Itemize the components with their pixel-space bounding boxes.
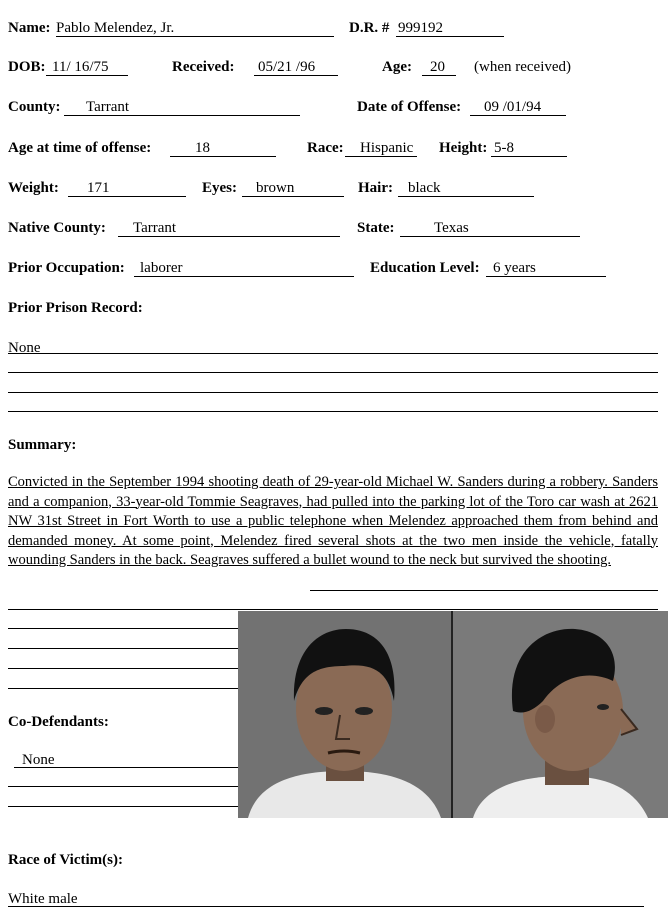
- prior-record-line-1: [8, 353, 658, 354]
- occupation-label: Prior Occupation:: [8, 260, 125, 276]
- victim-race-line: [8, 906, 644, 907]
- mugshot-front-photo: [238, 611, 451, 818]
- state-value: Texas: [434, 220, 469, 236]
- co-defendants-line-3: [8, 806, 238, 807]
- age-label: Age:: [382, 59, 412, 75]
- prior-record-value: None: [8, 340, 41, 356]
- age-offense-value: 18: [195, 140, 210, 156]
- weight-line: [68, 196, 186, 197]
- prior-record-line-3: [8, 392, 658, 393]
- name-value: Pablo Melendez, Jr.: [56, 20, 175, 36]
- mugshot-profile-drawing: [453, 611, 668, 818]
- offense-date-line: [470, 115, 566, 116]
- native-county-value: Tarrant: [133, 220, 177, 236]
- dob-value: 11/ 16/75: [52, 59, 109, 75]
- co-defendants-value: None: [22, 752, 55, 768]
- summary-label: Summary:: [8, 437, 77, 453]
- offense-date-label: Date of Offense:: [357, 99, 462, 115]
- blank-line-2: [8, 648, 238, 649]
- race-value: Hispanic: [360, 140, 414, 156]
- age-offense-label: Age at time of offense:: [8, 140, 152, 156]
- hair-line: [398, 196, 534, 197]
- dob-label: DOB:: [8, 59, 46, 75]
- state-line: [400, 236, 580, 237]
- dr-line: [396, 36, 504, 37]
- native-county-label: Native County:: [8, 220, 106, 236]
- blank-line-3: [8, 668, 238, 669]
- photo-divider: [451, 611, 453, 818]
- summary-text: Convicted in the September 1994 shooting death of 29-year-old Michael W. Sanders during a robbery. Sanders and a companion, 33-year-old Tommie Seagraves, had pulled into the parking lot of the Toro car wash at 2621 NW 31st Street in Fort Worth to use a public telephone when Melendez approached them from behind and demanded money. At some point, Melendez fired several shots at the two men inside the vehicle, fatally wounding Sanders in the back. Seagraves suffered a bullet wound to the neck but survived the shooting.: [8, 474, 658, 568]
- race-line: [345, 156, 417, 157]
- height-value: 5-8: [494, 140, 514, 156]
- county-value: Tarrant: [86, 99, 130, 115]
- weight-label: Weight:: [8, 180, 59, 196]
- eyes-value: brown: [256, 180, 295, 196]
- dr-label: D.R. #: [349, 20, 390, 36]
- mugshot-front-drawing: [238, 611, 451, 818]
- height-line: [491, 156, 567, 157]
- summary-line-1: [8, 609, 658, 610]
- co-defendants-line-1: [14, 767, 238, 768]
- age-offense-line: [170, 156, 276, 157]
- county-label: County:: [8, 99, 61, 115]
- education-label: Education Level:: [370, 260, 480, 276]
- weight-value: 171: [87, 180, 110, 196]
- county-line: [64, 115, 300, 116]
- prior-record-line-2: [8, 372, 658, 373]
- received-value: 05/21 /96: [258, 59, 316, 75]
- dr-value: 999192: [398, 20, 443, 36]
- co-defendants-label: Co-Defendants:: [8, 714, 109, 730]
- height-label: Height:: [439, 140, 488, 156]
- prior-record-label: Prior Prison Record:: [8, 300, 143, 316]
- hair-label: Hair:: [358, 180, 393, 196]
- victim-race-value: White male: [8, 891, 78, 907]
- mugshot-profile-photo: [453, 611, 668, 818]
- prior-record-line-4: [8, 411, 658, 412]
- victim-race-label: Race of Victim(s):: [8, 852, 123, 868]
- blank-line-4: [8, 688, 238, 689]
- occupation-line: [134, 276, 354, 277]
- age-line: [422, 75, 456, 76]
- offense-date-value: 09 /01/94: [484, 99, 542, 115]
- age-note: (when received): [474, 59, 572, 75]
- race-label: Race:: [307, 140, 344, 156]
- received-line: [254, 75, 338, 76]
- received-label: Received:: [172, 59, 235, 75]
- eyes-label: Eyes:: [202, 180, 237, 196]
- name-label: Name:: [8, 20, 51, 36]
- blank-line-1: [8, 628, 238, 629]
- dob-line: [46, 75, 128, 76]
- summary-line-tail: [310, 590, 658, 591]
- education-line: [486, 276, 606, 277]
- education-value: 6 years: [493, 260, 536, 276]
- age-value: 20: [430, 59, 445, 75]
- occupation-value: laborer: [140, 260, 183, 276]
- native-county-line: [118, 236, 340, 237]
- hair-value: black: [408, 180, 441, 196]
- eyes-line: [242, 196, 344, 197]
- name-line: [56, 36, 334, 37]
- state-label: State:: [357, 220, 395, 236]
- co-defendants-line-2: [8, 786, 238, 787]
